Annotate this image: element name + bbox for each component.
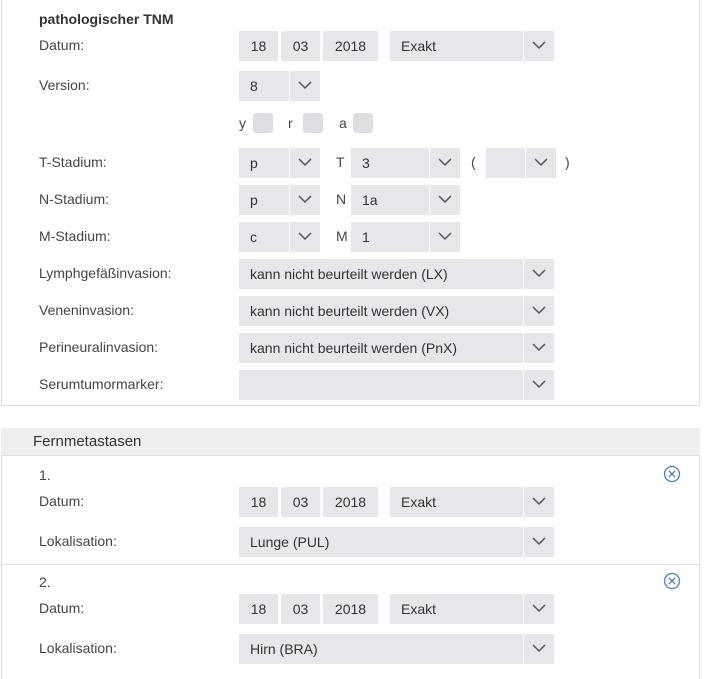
- chevron-down-icon: [523, 594, 554, 624]
- chevron-down-icon: [523, 487, 554, 517]
- m-letter: M: [336, 228, 348, 244]
- remove-circle-icon[interactable]: [663, 465, 681, 483]
- n-prefix-value: p: [250, 192, 258, 208]
- prefix-a-checkbox[interactable]: [353, 113, 373, 133]
- item-datum-label: Datum:: [39, 493, 85, 509]
- prefix-y-checkbox[interactable]: [253, 113, 273, 133]
- item-lokalisation-select[interactable]: [239, 527, 554, 557]
- venen-label: Veneninvasion:: [39, 302, 134, 318]
- item-day-field[interactable]: 18: [239, 487, 278, 517]
- serum-label: Serumtumormarker:: [39, 376, 164, 392]
- version-select[interactable]: [239, 71, 320, 101]
- item-lokalisation-label: Lokalisation:: [39, 533, 117, 549]
- chevron-down-icon: [429, 185, 460, 215]
- item-year-field[interactable]: 2018: [323, 594, 378, 624]
- item-precision-value: Exakt: [401, 494, 437, 510]
- remove-circle-icon[interactable]: [663, 572, 681, 590]
- item-year-field[interactable]: 2018: [323, 487, 378, 517]
- chevron-down-icon: [289, 148, 320, 178]
- item-lokalisation-select[interactable]: [239, 634, 554, 664]
- n-stadium-label: N-Stadium:: [39, 191, 110, 207]
- t-value-select[interactable]: [351, 148, 460, 178]
- fernmetastasen-title: Fernmetastasen: [33, 433, 142, 450]
- t-paren-open: (: [471, 154, 476, 170]
- venen-select[interactable]: [239, 296, 554, 326]
- perineural-label: Perineuralinvasion:: [39, 339, 159, 355]
- chevron-down-icon: [429, 222, 460, 252]
- chevron-down-icon: [525, 148, 556, 178]
- datum-label: Datum:: [39, 37, 85, 53]
- t-prefix-select[interactable]: [239, 148, 320, 178]
- m-stadium-label: M-Stadium:: [39, 228, 111, 244]
- t-stadium-label: T-Stadium:: [39, 154, 107, 170]
- item-precision-select[interactable]: [390, 487, 554, 517]
- item-month-field[interactable]: 03: [281, 594, 320, 624]
- n-value: 1a: [362, 192, 378, 208]
- chevron-down-icon: [289, 222, 320, 252]
- datum-precision-value: Exakt: [401, 38, 437, 54]
- m-prefix-value: c: [250, 229, 257, 245]
- perineural-value: kann nicht beurteilt werden (PnX): [250, 340, 457, 356]
- chevron-down-icon: [523, 296, 554, 326]
- m-value-select[interactable]: [351, 222, 460, 252]
- n-prefix-select[interactable]: [239, 185, 320, 215]
- prefix-r-label: r: [288, 115, 293, 131]
- item-day-field[interactable]: 18: [239, 594, 278, 624]
- fernmetastasen-header: [1, 428, 700, 456]
- item-number: 1.: [39, 467, 51, 483]
- t-prefix-value: p: [250, 155, 258, 171]
- lymph-select[interactable]: [239, 259, 554, 289]
- version-label: Version:: [39, 77, 90, 93]
- m-prefix-select[interactable]: [239, 222, 320, 252]
- prefix-y-label: y: [239, 115, 246, 131]
- n-letter: N: [336, 191, 347, 207]
- chevron-down-icon: [289, 71, 320, 101]
- t-value: 3: [362, 155, 370, 171]
- chevron-down-icon: [523, 31, 554, 61]
- lymph-label: Lymphgefäßinvasion:: [39, 265, 172, 281]
- prefix-r-checkbox[interactable]: [303, 113, 323, 133]
- datum-year-field[interactable]: 2018: [323, 31, 378, 61]
- version-value: 8: [250, 78, 258, 94]
- item-number: 2.: [39, 574, 51, 590]
- chevron-down-icon: [523, 259, 554, 289]
- datum-month-field[interactable]: 03: [281, 31, 320, 61]
- tnm-title: pathologischer TNM: [39, 11, 174, 27]
- venen-value: kann nicht beurteilt werden (VX): [250, 303, 450, 319]
- chevron-down-icon: [523, 370, 554, 400]
- serum-select[interactable]: [239, 370, 554, 400]
- item-lokalisation-value: Hirn (BRA): [250, 641, 318, 657]
- item-datum-label: Datum:: [39, 600, 85, 616]
- chevron-down-icon: [289, 185, 320, 215]
- datum-day-field[interactable]: 18: [239, 31, 278, 61]
- t-letter: T: [336, 154, 345, 170]
- m-value: 1: [362, 229, 370, 245]
- perineural-select[interactable]: [239, 333, 554, 363]
- item-lokalisation-value: Lunge (PUL): [250, 534, 330, 550]
- chevron-down-icon: [523, 333, 554, 363]
- n-value-select[interactable]: [351, 185, 460, 215]
- datum-precision-select[interactable]: [390, 31, 554, 61]
- t-extra-select[interactable]: [486, 148, 556, 178]
- chevron-down-icon: [429, 148, 460, 178]
- prefix-a-label: a: [339, 115, 347, 131]
- chevron-down-icon: [523, 634, 554, 664]
- chevron-down-icon: [523, 527, 554, 557]
- item-precision-select[interactable]: [390, 594, 554, 624]
- item-month-field[interactable]: 03: [281, 487, 320, 517]
- item-lokalisation-label: Lokalisation:: [39, 640, 117, 656]
- item-precision-value: Exakt: [401, 601, 437, 617]
- lymph-value: kann nicht beurteilt werden (LX): [250, 266, 448, 282]
- t-paren-close: ): [565, 154, 570, 170]
